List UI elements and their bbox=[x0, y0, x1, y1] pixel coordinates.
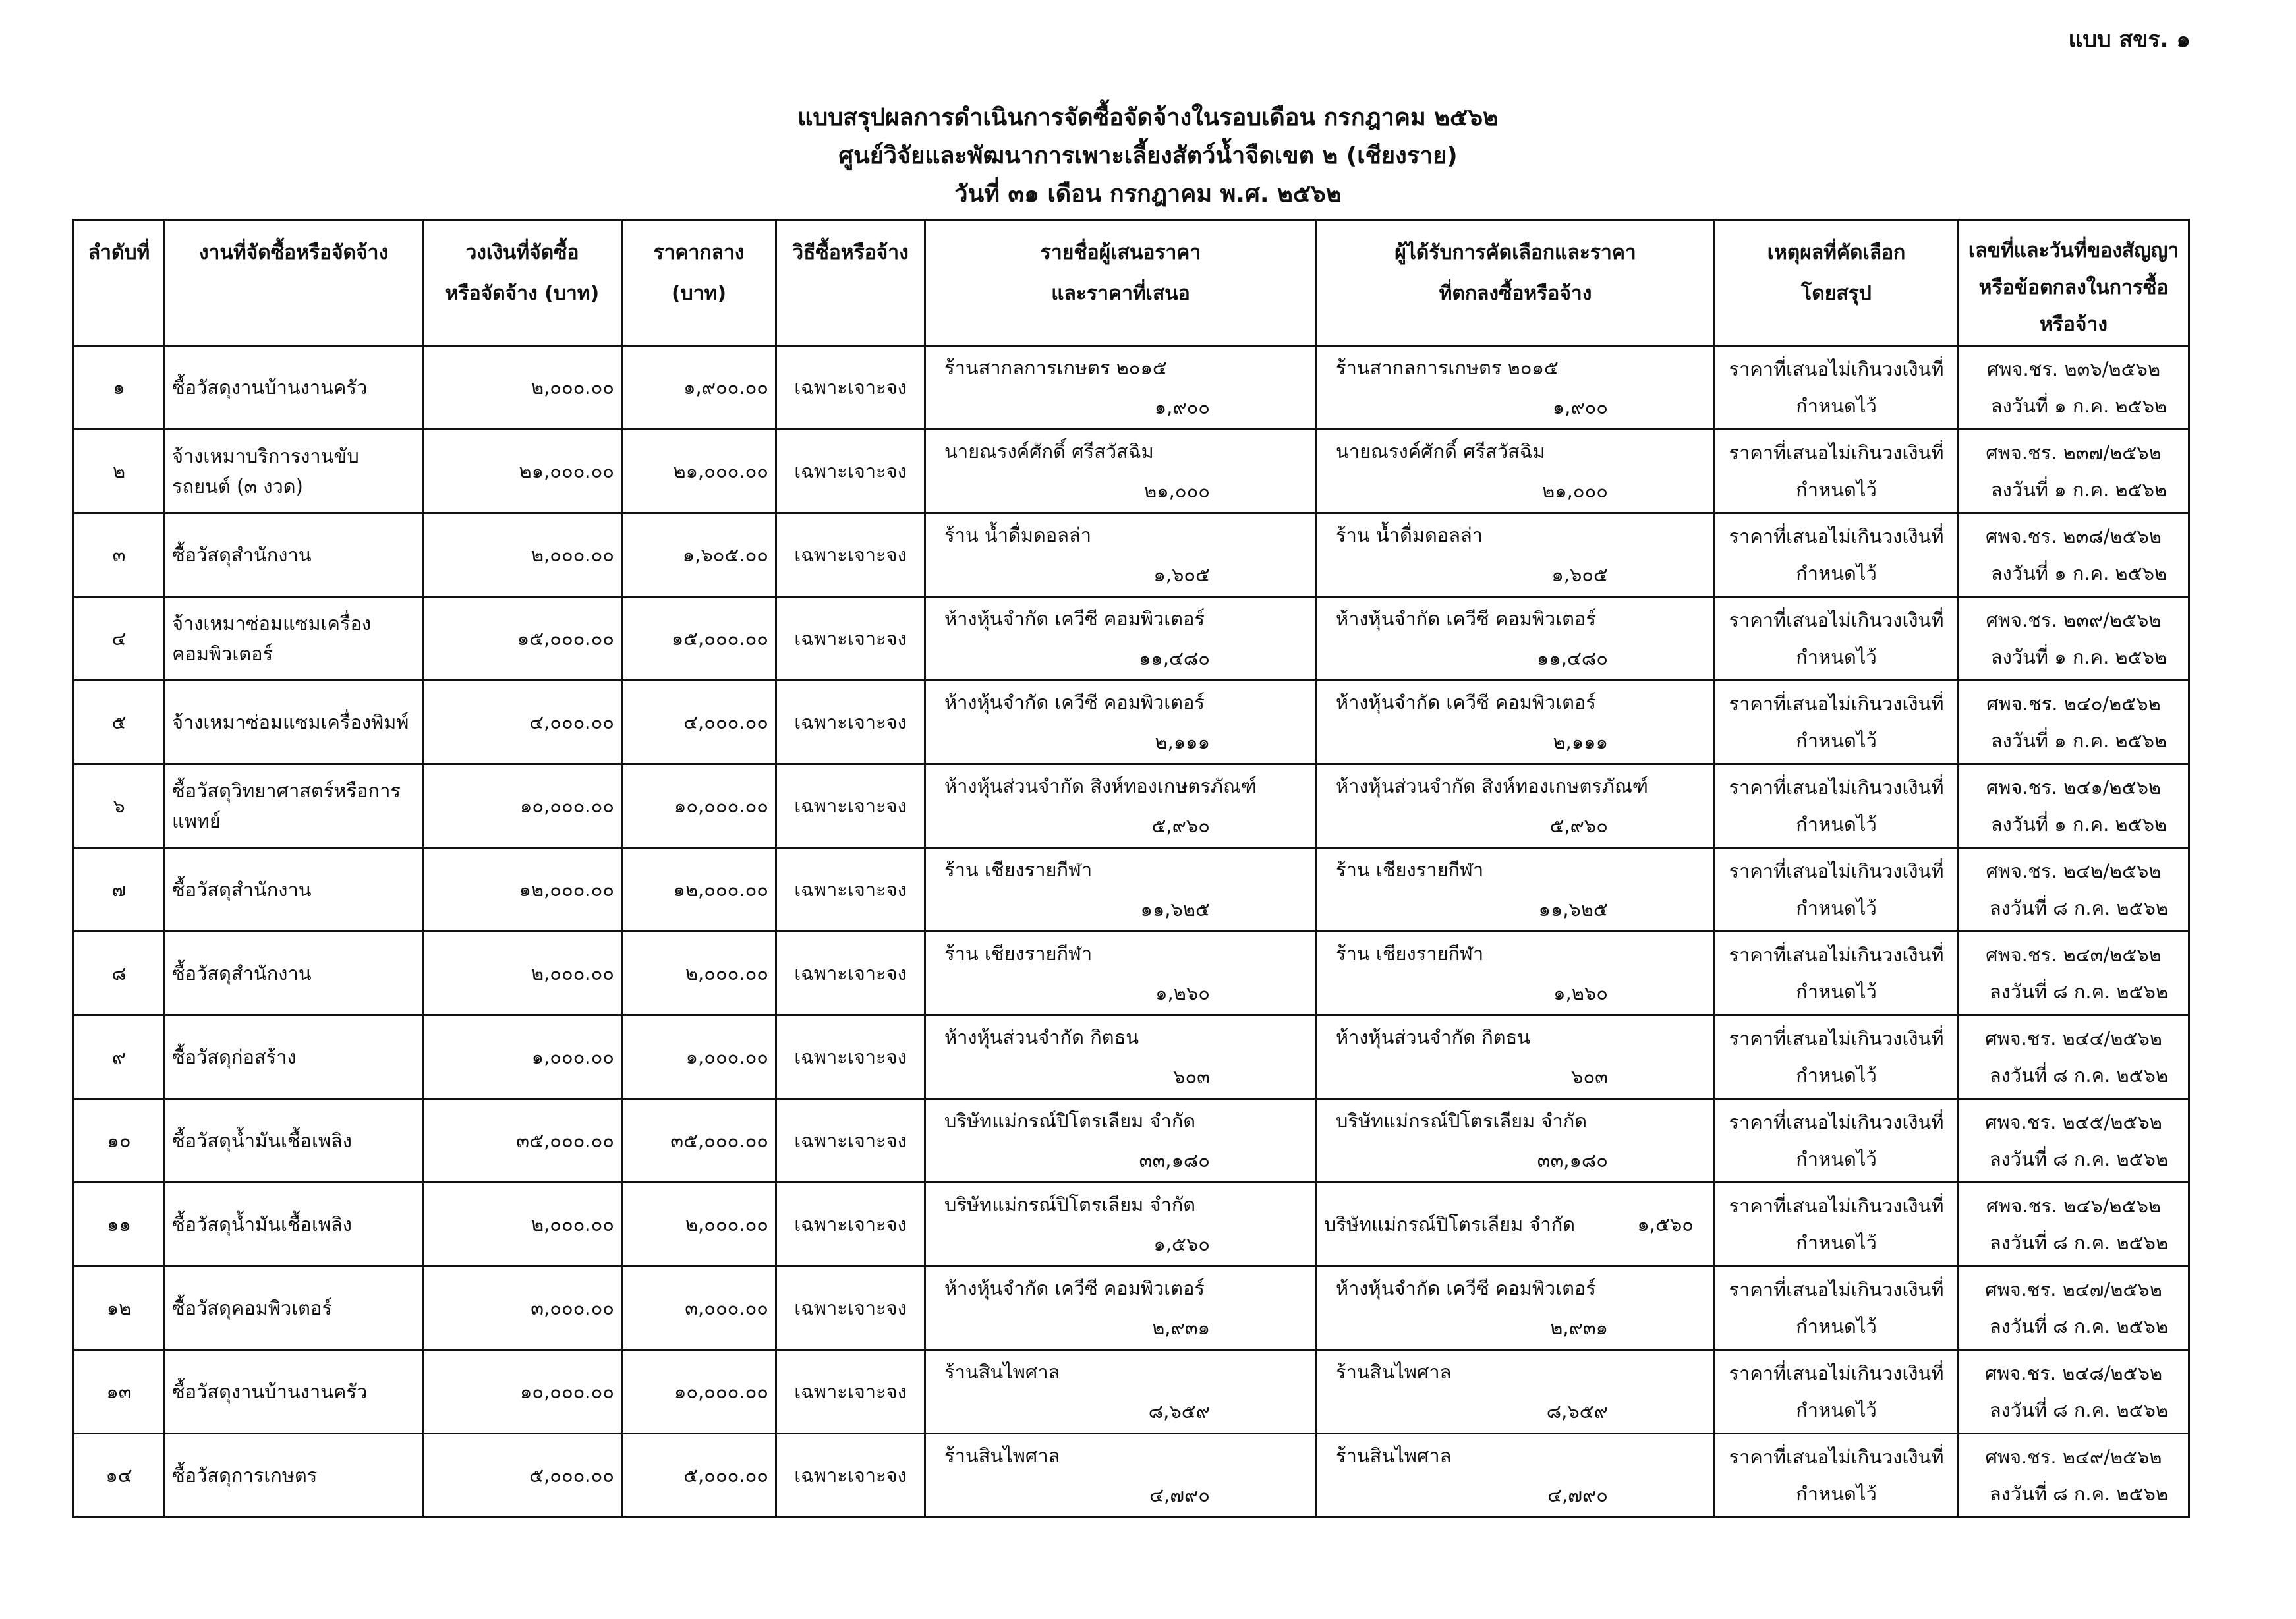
bidder-cell bbox=[925, 513, 1317, 597]
contract-date: ลงวันที่ ๘ ก.ค. ๒๕๖๒ bbox=[1989, 1315, 2169, 1338]
winner-name: ห้างหุ้นจำกัด เควีซี คอมพิวเตอร์ bbox=[1336, 691, 1596, 714]
item-description: ซื้อวัสดุงานบ้านงานครัว bbox=[165, 346, 423, 430]
winner-cell bbox=[1317, 513, 1715, 597]
bidder-name: บริษัทแม่กรณ์ปิโตรเลียม จำกัด bbox=[944, 1193, 1196, 1216]
winner-name: นายณรงค์ศักดิ์ ศรีสวัสฉิม bbox=[1336, 440, 1545, 463]
agency-name: ศูนย์วิจัยและพัฒนาการเพาะเลี้ยงสัตว์น้ำจืดเขต ๒ (เชียงราย) bbox=[838, 142, 1458, 169]
winner-cell bbox=[1317, 681, 1715, 764]
bid-price: ๑,๒๖๐ bbox=[1155, 982, 1210, 1004]
contract-cell bbox=[1959, 430, 2189, 513]
procurement-method: เฉพาะเจาะจง bbox=[776, 764, 925, 848]
winner-cell bbox=[1317, 1350, 1715, 1434]
bidder-cell bbox=[925, 1266, 1317, 1350]
selection-reason: ราคาที่เสนอไม่เกินวงเงินที่ กำหนดไว้ bbox=[1715, 597, 1959, 681]
selection-reason: ราคาที่เสนอไม่เกินวงเงินที่ กำหนดไว้ bbox=[1715, 430, 1959, 513]
median-price: ๔,๐๐๐.๐๐ bbox=[622, 681, 776, 764]
winner-name: ห้างหุ้นส่วนจำกัด กิตธน bbox=[1336, 1026, 1531, 1048]
winner-cell bbox=[1317, 1266, 1715, 1350]
winning-price: ๑๑,๖๒๕ bbox=[1538, 898, 1608, 921]
bidder-cell bbox=[925, 1015, 1317, 1099]
item-description: ซื้อวัสดุงานบ้านงานครัว bbox=[165, 1350, 423, 1434]
contract-date: ลงวันที่ ๑ ก.ค. ๒๕๖๒ bbox=[1990, 395, 2167, 417]
contract-number: ศพจ.ชร. ๒๓๙/๒๕๖๒ bbox=[1986, 609, 2162, 631]
contract-number: ศพจ.ชร. ๒๓๗/๒๕๖๒ bbox=[1986, 441, 2162, 464]
bid-price: ๔,๗๙๐ bbox=[1149, 1484, 1210, 1506]
bid-price: ๒๑,๐๐๐ bbox=[1144, 480, 1210, 502]
item-description: ซื้อวัสดุสำนักงาน bbox=[165, 513, 423, 597]
item-description: จ้างเหมาบริการงานขับรถยนต์ (๓ งวด) bbox=[165, 430, 423, 513]
budget-amount: ๒,๐๐๐.๐๐ bbox=[423, 1183, 622, 1266]
winner-name: ร้านสินไพศาล bbox=[1336, 1361, 1452, 1383]
winner-cell bbox=[1317, 1183, 1715, 1266]
budget-amount: ๒,๐๐๐.๐๐ bbox=[423, 346, 622, 430]
contract-cell bbox=[1959, 848, 2189, 932]
contract-cell bbox=[1959, 1434, 2189, 1518]
bidder-cell bbox=[925, 346, 1317, 430]
median-price: ๓๕,๐๐๐.๐๐ bbox=[622, 1099, 776, 1183]
bidder-cell bbox=[925, 1350, 1317, 1434]
bidder-name: ร้านสากลการเกษตร ๒๐๑๕ bbox=[944, 356, 1167, 379]
item-description: ซื้อวัสดุน้ำมันเชื้อเพลิง bbox=[165, 1099, 423, 1183]
contract-date: ลงวันที่ ๘ ก.ค. ๒๕๖๒ bbox=[1989, 980, 2169, 1003]
bidder-name: ห้างหุ้นส่วนจำกัด กิตธน bbox=[944, 1026, 1139, 1048]
contract-date: ลงวันที่ ๑ ก.ค. ๒๕๖๒ bbox=[1990, 646, 2167, 668]
median-price: ๒,๐๐๐.๐๐ bbox=[622, 932, 776, 1015]
winner-name: ร้านสินไพศาล bbox=[1336, 1444, 1452, 1467]
item-description: ซื้อวัสดุคอมพิวเตอร์ bbox=[165, 1266, 423, 1350]
item-description: จ้างเหมาซ่อมแซมเครื่องพิมพ์ bbox=[165, 681, 423, 764]
median-price: ๕,๐๐๐.๐๐ bbox=[622, 1434, 776, 1518]
budget-amount: ๑๒,๐๐๐.๐๐ bbox=[423, 848, 622, 932]
winner-name: ร้าน เชียงรายกีฬา bbox=[1336, 942, 1484, 965]
winner-name: ร้านสากลการเกษตร ๒๐๑๕ bbox=[1336, 356, 1559, 379]
selection-reason: ราคาที่เสนอไม่เกินวงเงินที่ กำหนดไว้ bbox=[1715, 1015, 1959, 1099]
contract-cell bbox=[1959, 513, 2189, 597]
item-description: จ้างเหมาซ่อมแซมเครื่องคอมพิวเตอร์ bbox=[165, 597, 423, 681]
table-row bbox=[74, 848, 2189, 932]
winner-cell bbox=[1317, 597, 1715, 681]
winning-price: ๑,๒๖๐ bbox=[1553, 982, 1608, 1004]
table-row bbox=[74, 1434, 2189, 1518]
bidder-cell bbox=[925, 681, 1317, 764]
selection-reason: ราคาที่เสนอไม่เกินวงเงินที่ กำหนดไว้ bbox=[1715, 848, 1959, 932]
contract-cell bbox=[1959, 597, 2189, 681]
row-number: ๑๐ bbox=[74, 1099, 165, 1183]
item-description: ซื้อวัสดุสำนักงาน bbox=[165, 932, 423, 1015]
row-number: ๑๓ bbox=[74, 1350, 165, 1434]
procurement-method: เฉพาะเจาะจง bbox=[776, 430, 925, 513]
bid-price: ๑,๖๐๕ bbox=[1153, 563, 1210, 586]
row-number: ๑๒ bbox=[74, 1266, 165, 1350]
contract-date: ลงวันที่ ๑ ก.ค. ๒๕๖๒ bbox=[1990, 813, 2167, 836]
bid-price: ๒,๙๓๑ bbox=[1152, 1317, 1210, 1339]
bidder-cell bbox=[925, 430, 1317, 513]
table-row bbox=[74, 681, 2189, 764]
row-number: ๑๑ bbox=[74, 1183, 165, 1266]
row-number: ๔ bbox=[74, 597, 165, 681]
contract-cell bbox=[1959, 1099, 2189, 1183]
bidder-name: นายณรงค์ศักดิ์ ศรีสวัสฉิม bbox=[944, 440, 1154, 463]
winner-cell bbox=[1317, 1015, 1715, 1099]
contract-cell bbox=[1959, 1015, 2189, 1099]
budget-amount: ๑๕,๐๐๐.๐๐ bbox=[423, 597, 622, 681]
median-price: ๒,๐๐๐.๐๐ bbox=[622, 1183, 776, 1266]
winner-cell bbox=[1317, 346, 1715, 430]
table-row bbox=[74, 1015, 2189, 1099]
median-price: ๓,๐๐๐.๐๐ bbox=[622, 1266, 776, 1350]
item-description: ซื้อวัสดุก่อสร้าง bbox=[165, 1015, 423, 1099]
bid-price: ๑๑,๖๒๕ bbox=[1140, 898, 1210, 921]
procurement-method: เฉพาะเจาะจง bbox=[776, 597, 925, 681]
selection-reason: ราคาที่เสนอไม่เกินวงเงินที่ กำหนดไว้ bbox=[1715, 1266, 1959, 1350]
table-body bbox=[74, 346, 2189, 1518]
budget-amount: ๑๐,๐๐๐.๐๐ bbox=[423, 1350, 622, 1434]
procurement-method: เฉพาะเจาะจง bbox=[776, 1350, 925, 1434]
contract-number: ศพจ.ชร. ๒๔๖/๒๕๖๒ bbox=[1986, 1195, 2162, 1217]
bidder-cell bbox=[925, 848, 1317, 932]
contract-cell bbox=[1959, 932, 2189, 1015]
contract-number: ศพจ.ชร. ๒๔๑/๒๕๖๒ bbox=[1986, 776, 2162, 799]
row-number: ๖ bbox=[74, 764, 165, 848]
median-price: ๑๒,๐๐๐.๐๐ bbox=[622, 848, 776, 932]
col-header-contract: เลขที่และวันที่ของสัญญา หรือข้อตกลงในการซื้อ หรือจ้าง bbox=[1959, 220, 2189, 346]
bidder-name: ห้างหุ้นส่วนจำกัด สิงห์ทองเกษตรภัณฑ์ bbox=[944, 775, 1257, 797]
procurement-method: เฉพาะเจาะจง bbox=[776, 346, 925, 430]
selection-reason: ราคาที่เสนอไม่เกินวงเงินที่ กำหนดไว้ bbox=[1715, 1099, 1959, 1183]
contract-date: ลงวันที่ ๑ ก.ค. ๒๕๖๒ bbox=[1990, 729, 2167, 752]
bidder-name: ร้านสินไพศาล bbox=[944, 1361, 1060, 1383]
table-row bbox=[74, 1350, 2189, 1434]
winning-price: ๑,๕๖๐ bbox=[1637, 1213, 1694, 1236]
contract-date: ลงวันที่ ๑ ก.ค. ๒๕๖๒ bbox=[1990, 562, 2167, 584]
median-price: ๒๑,๐๐๐.๐๐ bbox=[622, 430, 776, 513]
bidder-cell bbox=[925, 597, 1317, 681]
contract-number: ศพจ.ชร. ๒๔๔/๒๕๖๒ bbox=[1985, 1027, 2162, 1050]
col-header-no: ลำดับที่ bbox=[74, 220, 165, 346]
contract-date: ลงวันที่ ๘ ก.ค. ๒๕๖๒ bbox=[1989, 1483, 2169, 1505]
bid-price: ๕,๙๖๐ bbox=[1151, 814, 1210, 837]
item-description: ซื้อวัสดุการเกษตร bbox=[165, 1434, 423, 1518]
col-header-winner: ผู้ได้รับการคัดเลือกและราคา ที่ตกลงซื้อหรือจ้าง bbox=[1317, 220, 1715, 346]
winning-price: ๕,๙๖๐ bbox=[1549, 814, 1608, 837]
contract-number: ศพจ.ชร. ๒๔๒/๒๕๖๒ bbox=[1986, 860, 2162, 882]
bidder-name: ร้าน เชียงรายกีฬา bbox=[944, 859, 1093, 881]
winner-cell bbox=[1317, 764, 1715, 848]
winner-cell bbox=[1317, 932, 1715, 1015]
contract-date: ลงวันที่ ๘ ก.ค. ๒๕๖๒ bbox=[1989, 897, 2169, 919]
contract-number: ศพจ.ชร. ๒๓๘/๒๕๖๒ bbox=[1985, 525, 2162, 548]
contract-number: ศพจ.ชร. ๒๔๗/๒๕๖๒ bbox=[1985, 1278, 2162, 1301]
bidder-name: ห้างหุ้นจำกัด เควีซี คอมพิวเตอร์ bbox=[944, 1277, 1205, 1299]
contract-date: ลงวันที่ ๘ ก.ค. ๒๕๖๒ bbox=[1989, 1232, 2169, 1254]
procurement-method: เฉพาะเจาะจง bbox=[776, 932, 925, 1015]
winner-name: ห้างหุ้นจำกัด เควีซี คอมพิวเตอร์ bbox=[1336, 608, 1596, 630]
bidder-cell bbox=[925, 1099, 1317, 1183]
table-row bbox=[74, 932, 2189, 1015]
row-number: ๘ bbox=[74, 932, 165, 1015]
item-description: ซื้อวัสดุวิทยาศาสตร์หรือการแพทย์ bbox=[165, 764, 423, 848]
winning-price: ๒๑,๐๐๐ bbox=[1542, 480, 1608, 502]
table-row bbox=[74, 430, 2189, 513]
procurement-method: เฉพาะเจาะจง bbox=[776, 681, 925, 764]
item-description: ซื้อวัสดุสำนักงาน bbox=[165, 848, 423, 932]
contract-date: ลงวันที่ ๑ ก.ค. ๒๕๖๒ bbox=[1990, 478, 2167, 501]
bid-price: ๑๑,๔๘๐ bbox=[1138, 647, 1210, 669]
contract-number: ศพจ.ชร. ๒๔๓/๒๕๖๒ bbox=[1986, 944, 2162, 966]
row-number: ๒ bbox=[74, 430, 165, 513]
selection-reason: ราคาที่เสนอไม่เกินวงเงินที่ กำหนดไว้ bbox=[1715, 681, 1959, 764]
bid-price: ๘,๖๕๙ bbox=[1148, 1400, 1210, 1423]
selection-reason: ราคาที่เสนอไม่เกินวงเงินที่ กำหนดไว้ bbox=[1715, 346, 1959, 430]
budget-amount: ๔,๐๐๐.๐๐ bbox=[423, 681, 622, 764]
winner-name: ห้างหุ้นส่วนจำกัด สิงห์ทองเกษตรภัณฑ์ bbox=[1336, 775, 1648, 797]
median-price: ๑๐,๐๐๐.๐๐ bbox=[622, 764, 776, 848]
col-header-budget: วงเงินที่จัดซื้อ หรือจัดจ้าง (บาท) bbox=[423, 220, 622, 346]
selection-reason: ราคาที่เสนอไม่เกินวงเงินที่ กำหนดไว้ bbox=[1715, 1434, 1959, 1518]
bidder-name: ร้าน เชียงรายกีฬา bbox=[944, 942, 1093, 965]
bid-price: ๓๓,๑๘๐ bbox=[1139, 1149, 1210, 1172]
bid-price: ๑,๙๐๐ bbox=[1154, 396, 1210, 418]
winner-cell bbox=[1317, 430, 1715, 513]
winning-price: ๑,๙๐๐ bbox=[1552, 396, 1608, 418]
row-number: ๕ bbox=[74, 681, 165, 764]
median-price: ๑,๙๐๐.๐๐ bbox=[622, 346, 776, 430]
winner-name: ร้าน เชียงรายกีฬา bbox=[1336, 859, 1484, 881]
table-row bbox=[74, 1183, 2189, 1266]
contract-cell bbox=[1959, 1183, 2189, 1266]
procurement-method: เฉพาะเจาะจง bbox=[776, 1015, 925, 1099]
contract-cell bbox=[1959, 764, 2189, 848]
winning-price: ๑,๖๐๕ bbox=[1551, 563, 1608, 586]
budget-amount: ๒,๐๐๐.๐๐ bbox=[423, 932, 622, 1015]
table-row bbox=[74, 1266, 2189, 1350]
table-row bbox=[74, 1099, 2189, 1183]
row-number: ๑๔ bbox=[74, 1434, 165, 1518]
winner-cell bbox=[1317, 848, 1715, 932]
winning-price: ๓๓,๑๘๐ bbox=[1537, 1149, 1608, 1172]
contract-number: ศพจ.ชร. ๒๔๘/๒๕๖๒ bbox=[1984, 1362, 2163, 1384]
winning-price: ๑๑,๔๘๐ bbox=[1536, 647, 1608, 669]
table-row bbox=[74, 513, 2189, 597]
table-row bbox=[74, 597, 2189, 681]
procurement-table bbox=[72, 219, 2190, 1518]
procurement-method: เฉพาะเจาะจง bbox=[776, 848, 925, 932]
row-number: ๓ bbox=[74, 513, 165, 597]
budget-amount: ๒,๐๐๐.๐๐ bbox=[423, 513, 622, 597]
contract-date: ลงวันที่ ๘ ก.ค. ๒๕๖๒ bbox=[1989, 1148, 2169, 1170]
contract-cell bbox=[1959, 1350, 2189, 1434]
bid-price: ๑,๕๖๐ bbox=[1153, 1233, 1210, 1255]
table-row bbox=[74, 764, 2189, 848]
median-price: ๑,๖๐๕.๐๐ bbox=[622, 513, 776, 597]
winner-cell bbox=[1317, 1099, 1715, 1183]
winner-name: ร้าน น้ำดื่มดอลล่า bbox=[1336, 524, 1483, 546]
bidder-name: บริษัทแม่กรณ์ปิโตรเลียม จำกัด bbox=[944, 1110, 1196, 1132]
median-price: ๑๐,๐๐๐.๐๐ bbox=[622, 1350, 776, 1434]
bidder-cell bbox=[925, 764, 1317, 848]
procurement-method: เฉพาะเจาะจง bbox=[776, 1183, 925, 1266]
contract-cell bbox=[1959, 1266, 2189, 1350]
contract-cell bbox=[1959, 681, 2189, 764]
winner-cell bbox=[1317, 1434, 1715, 1518]
contract-number: ศพจ.ชร. ๒๔๐/๒๕๖๒ bbox=[1986, 693, 2161, 715]
budget-amount: ๑๐,๐๐๐.๐๐ bbox=[423, 764, 622, 848]
winning-price: ๔,๗๙๐ bbox=[1547, 1484, 1608, 1506]
contract-date: ลงวันที่ ๘ ก.ค. ๒๕๖๒ bbox=[1989, 1064, 2169, 1087]
col-header-bidders: รายชื่อผู้เสนอราคา และราคาที่เสนอ bbox=[925, 220, 1317, 346]
col-header-item: งานที่จัดซื้อหรือจัดจ้าง bbox=[165, 220, 423, 346]
contract-date: ลงวันที่ ๘ ก.ค. ๒๕๖๒ bbox=[1989, 1399, 2169, 1421]
median-price: ๑๕,๐๐๐.๐๐ bbox=[622, 597, 776, 681]
bid-price: ๖๐๓ bbox=[1173, 1065, 1210, 1088]
bidder-cell bbox=[925, 1183, 1317, 1266]
table-header-row bbox=[74, 220, 2189, 346]
budget-amount: ๓๕,๐๐๐.๐๐ bbox=[423, 1099, 622, 1183]
contract-cell bbox=[1959, 346, 2189, 430]
bidder-cell bbox=[925, 932, 1317, 1015]
contract-number: ศพจ.ชร. ๒๓๖/๒๕๖๒ bbox=[1986, 358, 2161, 380]
budget-amount: ๕,๐๐๐.๐๐ bbox=[423, 1434, 622, 1518]
table-row bbox=[74, 346, 2189, 430]
bidder-name: ร้านสินไพศาล bbox=[944, 1444, 1060, 1467]
selection-reason: ราคาที่เสนอไม่เกินวงเงินที่ กำหนดไว้ bbox=[1715, 1350, 1959, 1434]
winning-price: ๘,๖๕๙ bbox=[1546, 1400, 1608, 1423]
bid-price: ๒,๑๑๑ bbox=[1155, 731, 1210, 753]
report-title: แบบสรุปผลการดำเนินการจัดซื้อจัดจ้างในรอบเดือน กรกฎาคม ๒๕๖๒ bbox=[797, 104, 1499, 131]
winner-name: บริษัทแม่กรณ์ปิโตรเลียม จำกัด bbox=[1336, 1110, 1588, 1132]
selection-reason: ราคาที่เสนอไม่เกินวงเงินที่ กำหนดไว้ bbox=[1715, 764, 1959, 848]
col-header-reason: เหตุผลที่คัดเลือก โดยสรุป bbox=[1715, 220, 1959, 346]
winner-name: บริษัทแม่กรณ์ปิโตรเลียม จำกัด bbox=[1324, 1213, 1576, 1236]
selection-reason: ราคาที่เสนอไม่เกินวงเงินที่ กำหนดไว้ bbox=[1715, 513, 1959, 597]
row-number: ๑ bbox=[74, 346, 165, 430]
winning-price: ๒,๙๓๑ bbox=[1550, 1317, 1608, 1339]
bidder-name: ห้างหุ้นจำกัด เควีซี คอมพิวเตอร์ bbox=[944, 691, 1205, 714]
procurement-method: เฉพาะเจาะจง bbox=[776, 513, 925, 597]
form-code: แบบ สขร. ๑ bbox=[2068, 26, 2191, 53]
contract-number: ศพจ.ชร. ๒๔๙/๒๕๖๒ bbox=[1985, 1446, 2162, 1468]
report-date: วันที่ ๓๑ เดือน กรกฎาคม พ.ศ. ๒๕๖๒ bbox=[954, 181, 1342, 208]
col-header-method: วิธีซื้อหรือจ้าง bbox=[776, 220, 925, 346]
winning-price: ๒,๑๑๑ bbox=[1553, 731, 1608, 753]
median-price: ๑,๐๐๐.๐๐ bbox=[622, 1015, 776, 1099]
document-header bbox=[0, 99, 2296, 213]
bidder-name: ห้างหุ้นจำกัด เควีซี คอมพิวเตอร์ bbox=[944, 608, 1205, 630]
procurement-method: เฉพาะเจาะจง bbox=[776, 1266, 925, 1350]
procurement-method: เฉพาะเจาะจง bbox=[776, 1099, 925, 1183]
row-number: ๗ bbox=[74, 848, 165, 932]
selection-reason: ราคาที่เสนอไม่เกินวงเงินที่ กำหนดไว้ bbox=[1715, 1183, 1959, 1266]
budget-amount: ๒๑,๐๐๐.๐๐ bbox=[423, 430, 622, 513]
col-header-median: ราคากลาง (บาท) bbox=[622, 220, 776, 346]
item-description: ซื้อวัสดุน้ำมันเชื้อเพลิง bbox=[165, 1183, 423, 1266]
winning-price: ๖๐๓ bbox=[1571, 1065, 1608, 1088]
procurement-method: เฉพาะเจาะจง bbox=[776, 1434, 925, 1518]
budget-amount: ๓,๐๐๐.๐๐ bbox=[423, 1266, 622, 1350]
winner-name: ห้างหุ้นจำกัด เควีซี คอมพิวเตอร์ bbox=[1336, 1277, 1596, 1299]
contract-number: ศพจ.ชร. ๒๔๕/๒๕๖๒ bbox=[1985, 1111, 2162, 1133]
row-number: ๙ bbox=[74, 1015, 165, 1099]
bidder-name: ร้าน น้ำดื่มดอลล่า bbox=[944, 524, 1092, 546]
bidder-cell bbox=[925, 1434, 1317, 1518]
selection-reason: ราคาที่เสนอไม่เกินวงเงินที่ กำหนดไว้ bbox=[1715, 932, 1959, 1015]
budget-amount: ๑,๐๐๐.๐๐ bbox=[423, 1015, 622, 1099]
